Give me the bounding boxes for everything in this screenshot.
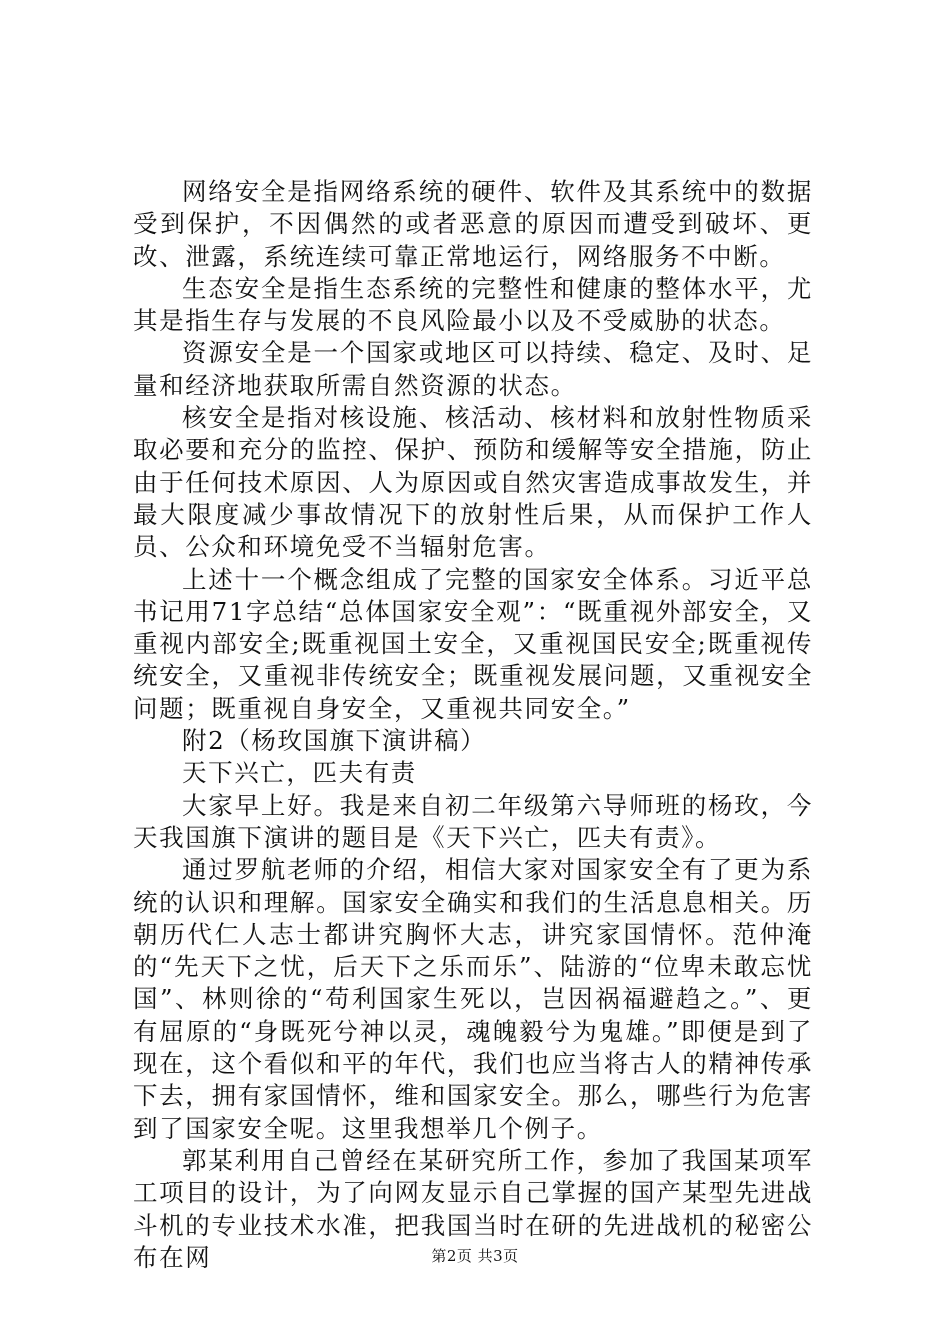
paragraph-nuclear-security: 核安全是指对核设施、核活动、核材料和放射性物质采取必要和充分的监控、保护、预防和缓解等安全措施，防止由于任何技术原因、人为原因或自然灾害造成事故发生，并最大限度减少事故情况下的放射性后果，从而保护工作人员、公众和环境免受不当辐射危害。 [133, 403, 813, 562]
appendix-heading: 附2（杨玫国旗下演讲稿） [182, 726, 487, 756]
paragraph-resource-security: 资源安全是一个国家或地区可以持续、稳定、及时、足量和经济地获取所需自然资源的状态。 [133, 338, 813, 400]
paragraph-speech-history: 通过罗航老师的介绍，相信大家对国家安全有了更为系统的认识和理解。国家安全确实和我们的生活息息相关。历朝历代仁人志士都讲究胸怀大志，讲究家国情怀。范仲淹的“先天下之忧，后天下之乐而乐”、陆游的“位卑未敢忘忧国”、林则徐的“苟利国家生死以，岂因祸福避趋之。”、更有屈原的“身既死兮神以灵，魂魄毅兮为鬼雄。”即便是到了现在，这个看似和平的年代，我们也应当将古人的精神传承下去，拥有家国情怀，维和国家安全。那么，哪些行为危害到了国家安全呢。这里我想举几个例子。 [133, 855, 813, 1143]
page-footer: 第2页 共3页 [431, 1247, 519, 1265]
paragraph-speech-example: 郭某利用自己曾经在某研究所工作，参加了我国某项军工项目的设计，为了向网友显示自己掌握的国产某型先进战斗机的专业技术水准，把我国当时在研的先进战机的秘密公布在网 [133, 1145, 813, 1272]
speech-title: 天下兴亡，匹夫有责 [182, 758, 417, 788]
document-body [133, 176, 813, 1274]
paragraph-speech-greeting: 大家早上好。我是来自初二年级第六导师班的杨玫，今天我国旗下演讲的题目是《天下兴亡，匹夫有责》。 [133, 790, 813, 852]
paragraph-security-concept-summary: 上述十一个概念组成了完整的国家安全体系。习近平总书记用71字总结“总体国家安全观”：“既重视外部安全，又重视内部安全;既重视国土安全，又重视国民安全;既重视传统安全，又重视非传统安全；既重视发展问题，又重视安全问题；既重视自身安全，又重视共同安全。” [133, 564, 813, 723]
paragraph-ecological-security: 生态安全是指生态系统的完整性和健康的整体水平，尤其是指生存与发展的不良风险最小以及不受威胁的状态。 [133, 273, 813, 336]
paragraph-network-security: 网络安全是指网络系统的硬件、软件及其系统中的数据受到保护，不因偶然的或者恶意的原因而遭受到破坏、更改、泄露，系统连续可靠正常地运行，网络服务不中断。 [133, 177, 813, 271]
